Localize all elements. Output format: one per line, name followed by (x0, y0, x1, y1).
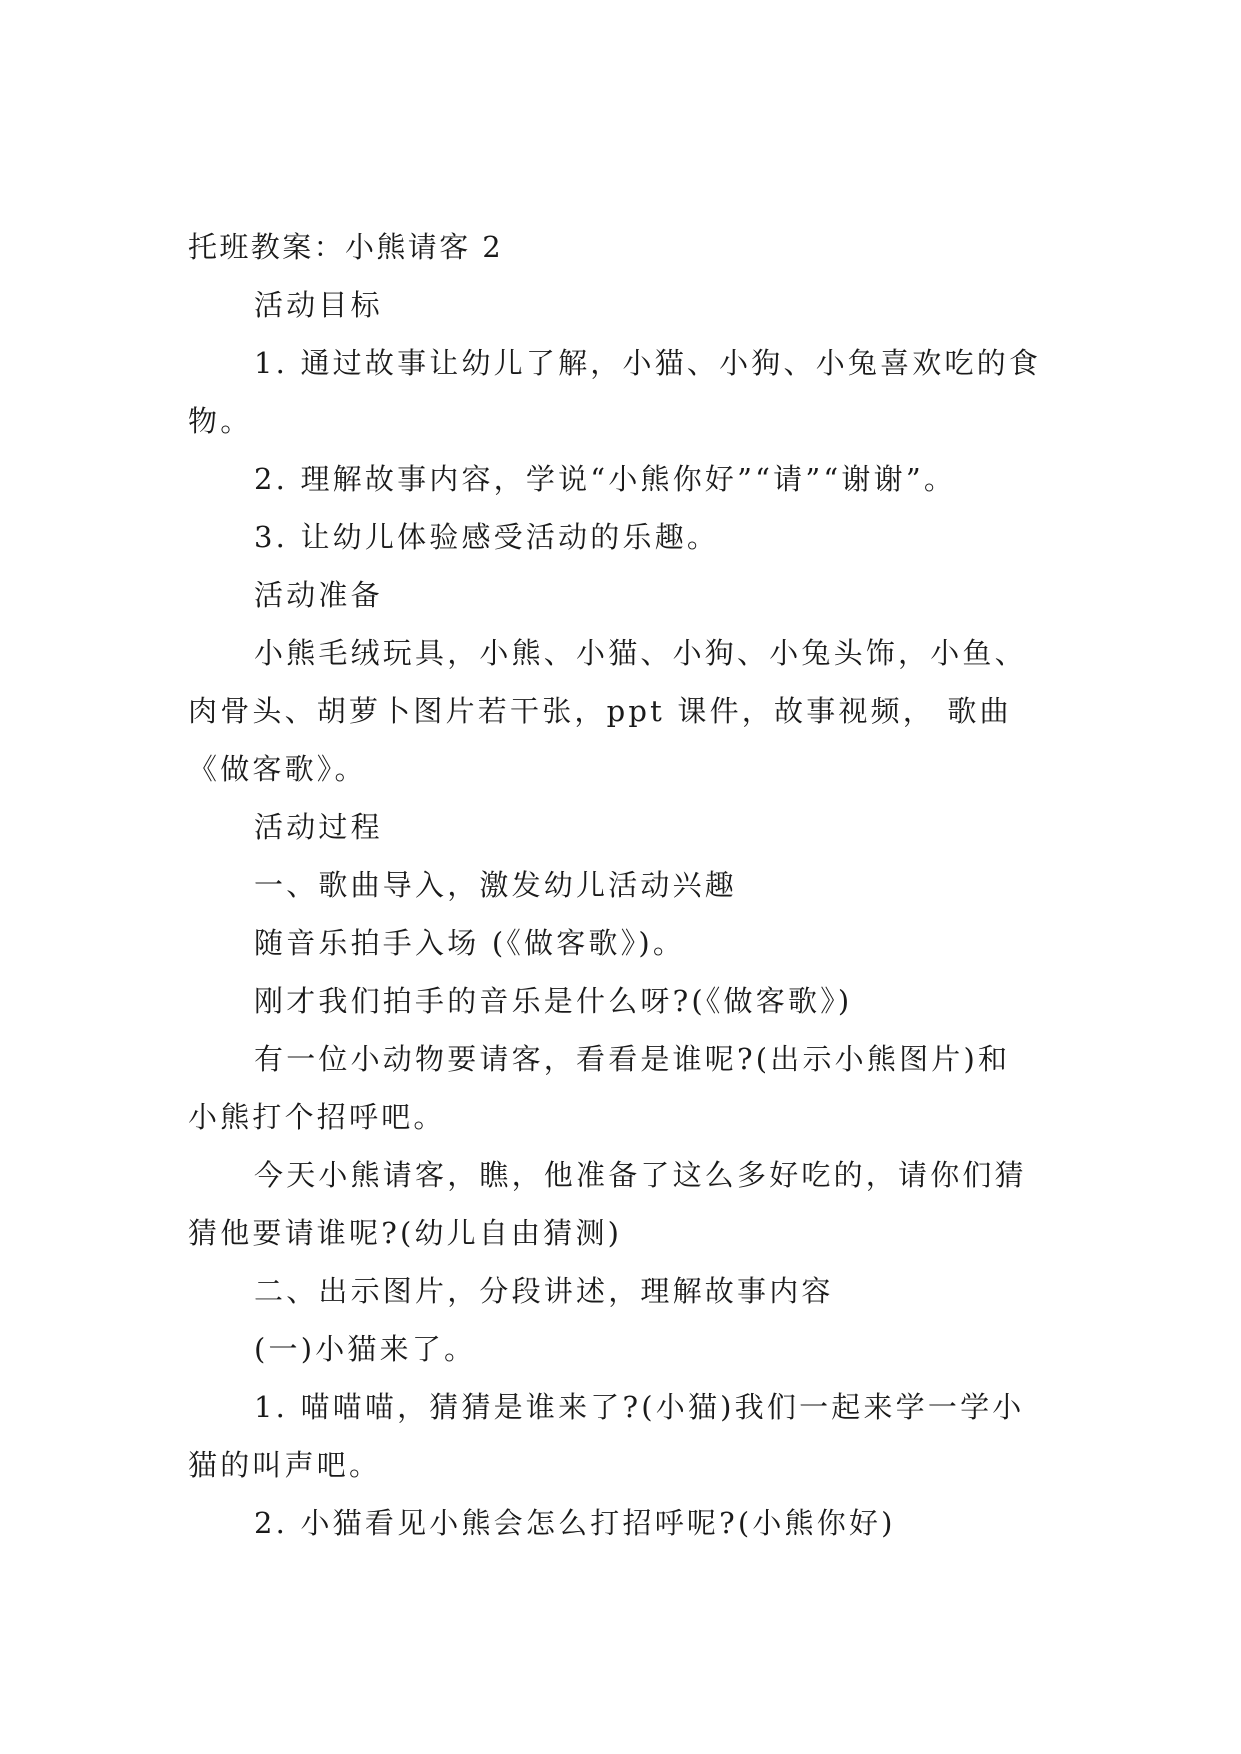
paragraph-line: 2. 小猫看见小熊会怎么打招呼呢?(小熊你好) (254, 1506, 896, 1540)
paragraph-line: 今天小熊请客，瞧，他准备了这么多好吃的，请你们猜 (254, 1158, 1027, 1192)
document-body (188, 218, 1068, 1552)
paragraph-line: 二、出示图片，分段讲述，理解故事内容 (254, 1274, 834, 1308)
paragraph-line: 2. 理解故事内容，学说“小熊你好”“请”“谢谢”。 (254, 462, 957, 496)
paragraph-line: 活动目标 (254, 288, 383, 322)
paragraph-line: 猫的叫声吧。 (188, 1448, 382, 1482)
paragraph-line: 小熊毛绒玩具，小熊、小猫、小狗、小兔头饰，小鱼、 (254, 636, 1027, 670)
paragraph-line: 活动准备 (254, 578, 383, 612)
paragraph-line: 刚才我们拍手的音乐是什么呀?(《做客歌》) (254, 984, 853, 1018)
paragraph-line: 一、歌曲导入，激发幼儿活动兴趣 (254, 868, 738, 902)
paragraph-line: 1. 喵喵喵，猜猜是谁来了?(小猫)我们一起来学一学小 (254, 1390, 1025, 1424)
paragraph-line: 《做客歌》。 (188, 752, 367, 786)
paragraph-line: 有一位小动物要请客，看看是谁呢?(出示小熊图片)和 (254, 1042, 1011, 1076)
paragraph-line: 肉骨头、胡萝卜图片若干张，ppt 课件，故事视频， 歌曲 (188, 694, 1012, 728)
paragraph-line: 3. 让幼儿体验感受活动的乐趣。 (254, 520, 720, 554)
paragraph-line: 随音乐拍手入场 (《做客歌》)。 (254, 926, 686, 960)
paragraph-line: 猜他要请谁呢?(幼儿自由猜测) (188, 1216, 623, 1250)
paragraph-line: 1. 通过故事让幼儿了解，小猫、小狗、小兔喜欢吃的食 (254, 346, 1042, 380)
document-title: 托班教案：小熊请客 2 (188, 230, 504, 264)
paragraph-line: (一)小猫来了。 (254, 1332, 477, 1366)
paragraph-line: 物。 (188, 404, 253, 438)
paragraph-line: 小熊打个招呼吧。 (188, 1100, 446, 1134)
paragraph-line: 活动过程 (254, 810, 383, 844)
